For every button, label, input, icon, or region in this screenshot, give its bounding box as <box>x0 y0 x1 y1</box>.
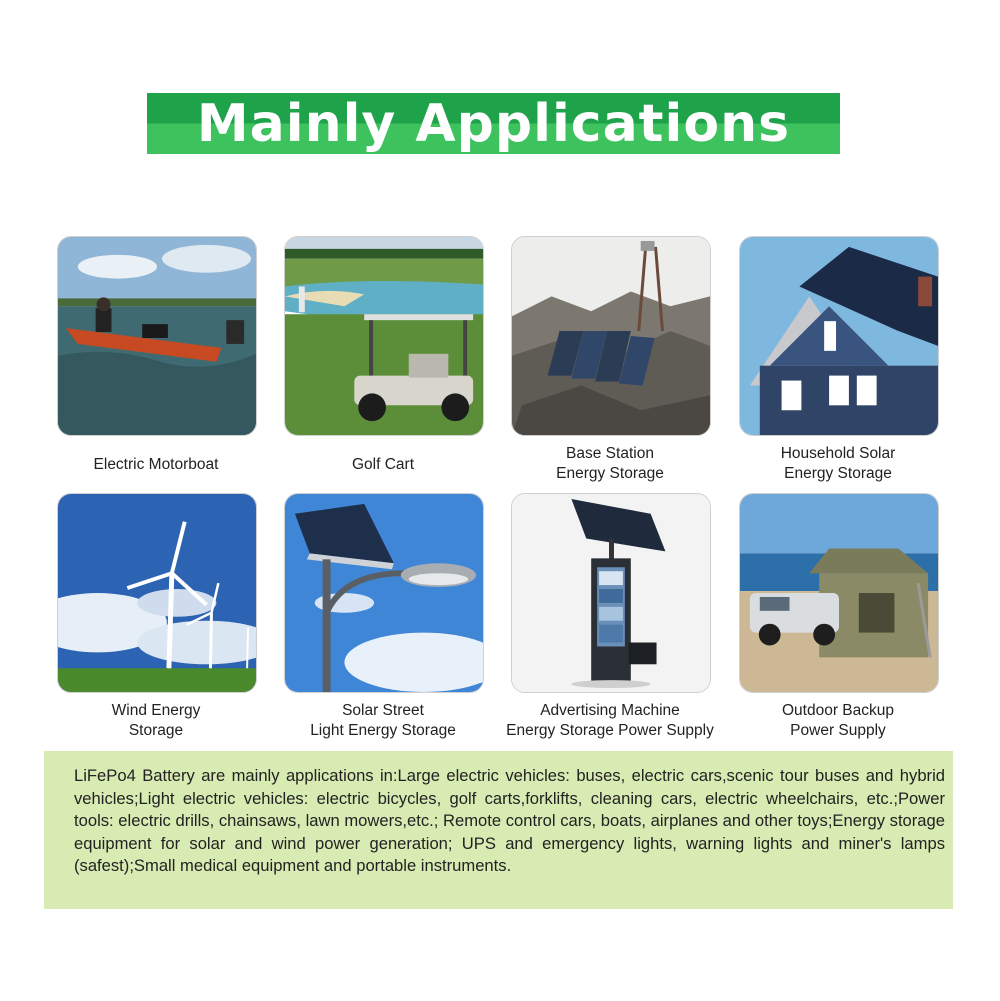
caption-outdoor-backup <box>718 701 958 741</box>
caption-line2: Power Supply <box>790 722 886 739</box>
title-banner <box>147 93 840 154</box>
caption-wind-energy <box>36 701 276 741</box>
description-text: LiFePo4 Battery are mainly applications in:Large electric vehicles: buses, electric cars,scenic tour buses and hybrid vehicles;Light electric vehicles: electric bicycles, golf carts,forklifts, cleaning cars, electric wheelchairs, etc.;Power tools: electric drills, chainsaws, lawn mowers,etc.; Remote control cars, boats, airplanes and other toys;Energy storage equipment for solar and wind power generation; UPS and emergency lights, warning lights and miner's lamps (safest);Small medical equipment and portable instruments. <box>74 766 945 875</box>
golf-cart-image <box>284 236 484 436</box>
caption-line1: Wind Energy <box>111 702 201 719</box>
household-solar-image <box>739 236 939 436</box>
caption-line2: Energy Storage <box>556 465 664 482</box>
caption-advertising-machine <box>490 701 730 741</box>
electric-motorboat-image <box>57 236 257 436</box>
caption-line2: Energy Storage <box>784 465 892 482</box>
caption-line1: Base Station <box>566 445 654 462</box>
caption-line2: Energy Storage Power Supply <box>506 722 714 739</box>
wind-energy-image <box>57 493 257 693</box>
caption-line1: Household Solar <box>780 445 896 462</box>
description-box <box>44 751 953 909</box>
caption-household-solar <box>718 444 958 484</box>
base-station-image <box>511 236 711 436</box>
caption-electric-motorboat <box>36 455 276 475</box>
caption-line1: Solar Street <box>342 702 424 719</box>
caption-line2: Storage <box>128 722 184 739</box>
outdoor-backup-image <box>739 493 939 693</box>
page-title: Mainly Applications <box>196 93 791 154</box>
caption-solar-street-light <box>263 701 503 741</box>
caption-golf-cart <box>263 455 503 475</box>
advertising-machine-image <box>511 493 711 693</box>
solar-street-light-image <box>284 493 484 693</box>
caption-line1: Electric Motorboat <box>93 456 219 473</box>
caption-line1: Advertising Machine <box>540 702 680 719</box>
caption-base-station <box>490 444 730 484</box>
caption-line2: Light Energy Storage <box>310 722 456 739</box>
caption-line1: Golf Cart <box>351 456 414 473</box>
caption-line1: Outdoor Backup <box>781 702 894 719</box>
